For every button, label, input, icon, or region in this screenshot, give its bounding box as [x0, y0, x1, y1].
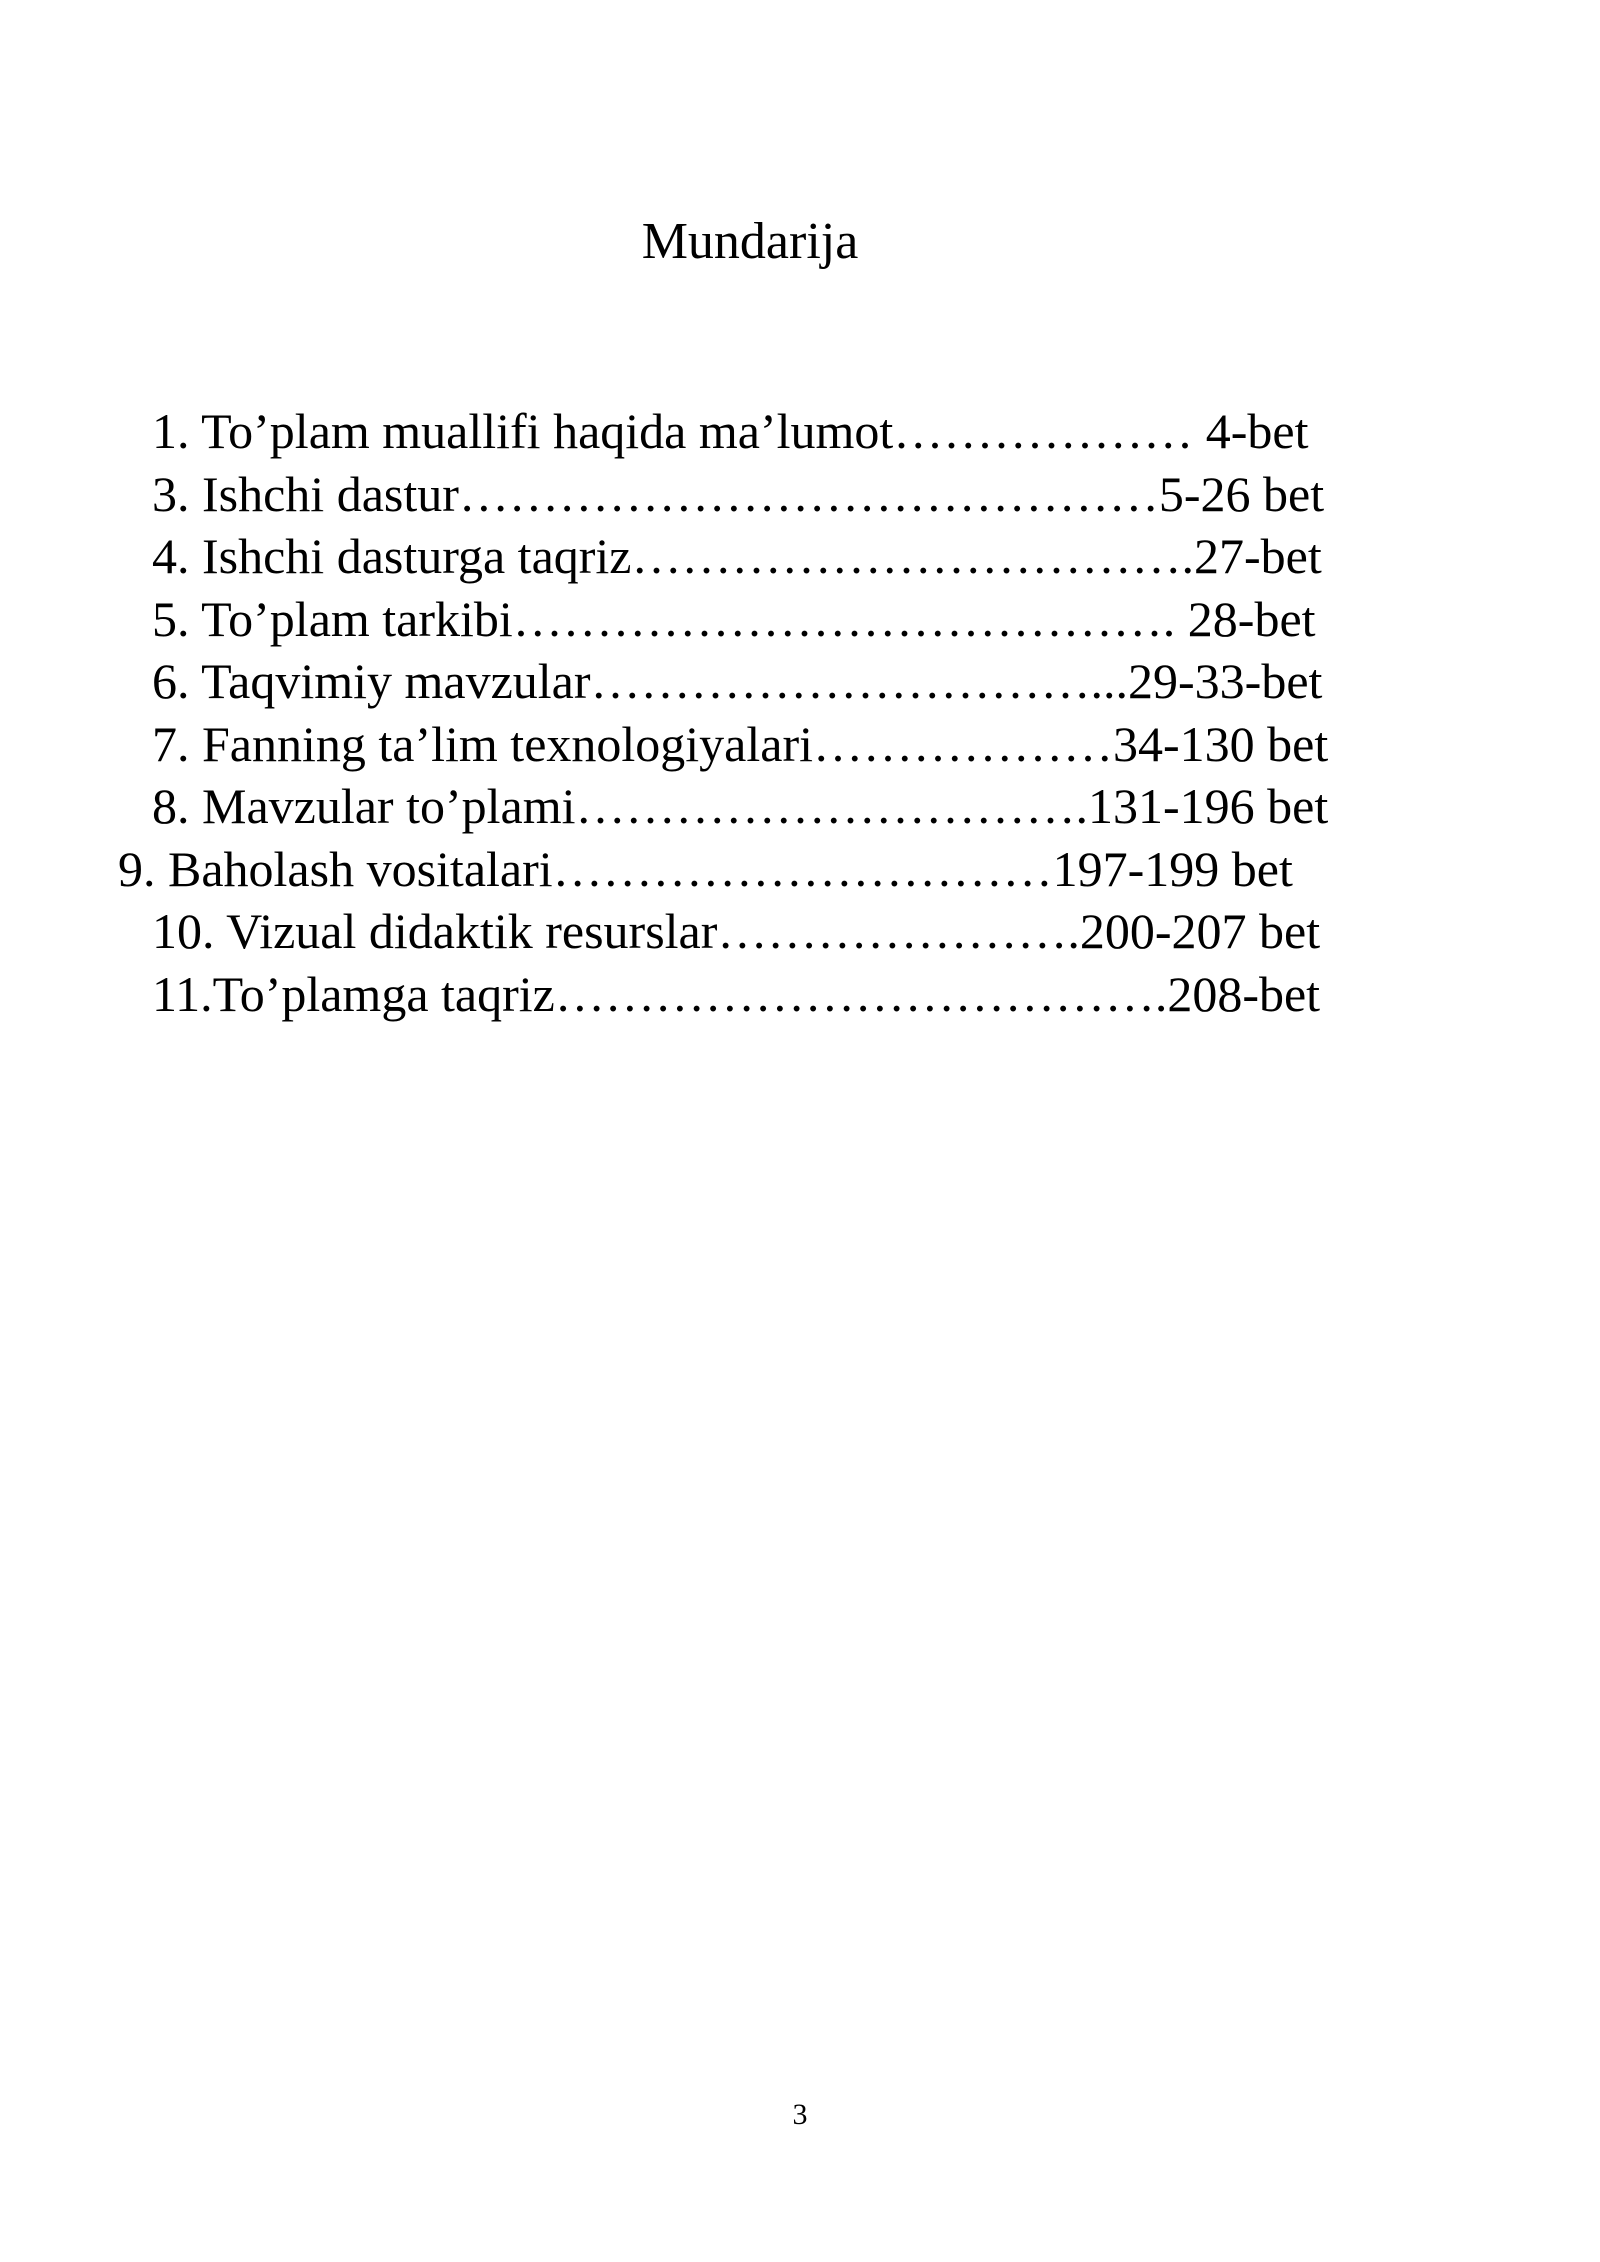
toc-entry — [0, 400, 1600, 463]
toc-entry-text: 5. To’plam tarkibi…………………………………. 28-bet — [152, 590, 1316, 647]
toc-entry-text: 4. Ishchi dasturga taqriz…………………………….27-bet — [152, 528, 1322, 584]
toc-entry-text: 1. To’plam muallifi haqida ma’lumot……………… 4-bet — [152, 403, 1309, 459]
toc-entry-text: 10. Vizual didaktik resurslar………………….200-207 bet — [152, 903, 1321, 959]
toc-entry — [0, 963, 1600, 1026]
toc-entry — [0, 588, 1600, 651]
page-number: 3 — [792, 2098, 808, 2131]
toc-entry — [0, 838, 1600, 901]
toc-entry-text: 9. Baholash vositalari…………………………197-199 bet — [118, 840, 1293, 897]
toc-entry — [0, 650, 1600, 713]
toc-entry — [0, 463, 1600, 526]
toc-entry-text: 6. Taqvimiy mavzular…………………………...29-33-bet — [152, 653, 1323, 709]
toc-entry-text: 8. Mavzular to’plami………………………….131-196 bet — [152, 778, 1329, 834]
table-of-contents — [0, 400, 1600, 1025]
page-title: Mundarija — [641, 213, 859, 270]
toc-entry-text: 11.To’plamga taqriz……………………………….208-bet — [152, 965, 1321, 1022]
toc-entry — [0, 775, 1600, 838]
toc-entry — [0, 713, 1600, 776]
toc-entry-text: 7. Fanning ta’lim texnologiyalari………………34-130 bet — [152, 715, 1329, 772]
toc-entry — [0, 525, 1600, 588]
toc-entry-text: 3. Ishchi dastur……………………………………5-26 bet — [152, 465, 1325, 522]
toc-entry — [0, 900, 1600, 963]
